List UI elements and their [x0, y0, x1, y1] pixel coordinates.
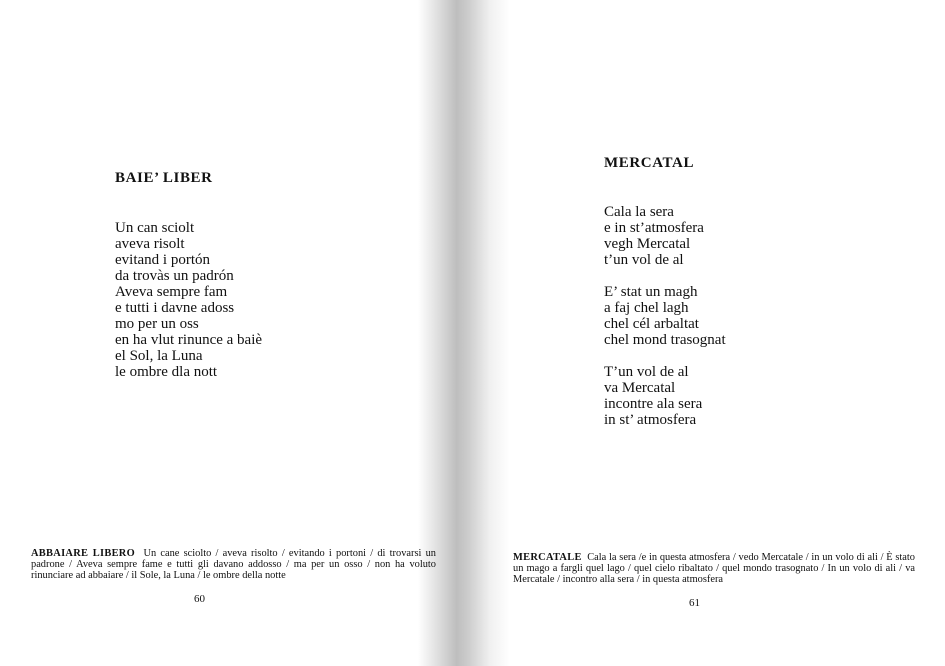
poem-line: t’un vol de al — [604, 252, 684, 268]
poem-line: chel mond trasognat — [604, 332, 726, 348]
translation-title: ABBAIARE LIBERO — [31, 548, 135, 559]
poem-body — [115, 220, 262, 380]
translation-note — [31, 548, 436, 581]
poem-line: le ombre dla nott — [115, 364, 218, 380]
page-number: 60 — [194, 593, 205, 605]
poem-line: evitand i portón — [115, 252, 210, 268]
page-number: 61 — [689, 597, 700, 609]
poem-line: e tutti i davne adoss — [115, 300, 235, 316]
translation-text: Cala la sera /e in questa atmosfera / vedo Mercatale / in un volo di ali / È stato un mago a fargli quel lago / quel cielo ribaltato / quel mondo trasognato / In un volo di ali / va Mercatale / incontro alla sera / in questa atmosfera — [513, 552, 915, 585]
poem-line: incontre ala sera — [604, 396, 703, 412]
poem-line: Cala la sera — [604, 204, 674, 220]
translation-title: MERCATALE — [513, 552, 582, 563]
poem-line: da trovàs un padrón — [115, 268, 234, 284]
stanza — [604, 204, 726, 268]
poem-line: chel cél arbaltat — [604, 316, 699, 332]
poem-line: aveva risolt — [115, 236, 185, 252]
poem-title: MERCATAL — [604, 155, 695, 171]
poem-line: T’un vol de al — [604, 364, 689, 380]
poem-line: E’ stat un magh — [604, 284, 698, 300]
poem-line: e in st’atmosfera — [604, 220, 704, 236]
poem-line: mo per un oss — [115, 316, 199, 332]
stanza — [604, 364, 726, 428]
poem-line: a faj chel lagh — [604, 300, 689, 316]
translation-note — [513, 552, 915, 585]
poem-body — [604, 204, 726, 428]
poem-line: Un can sciolt — [115, 220, 195, 236]
stanza — [604, 284, 726, 348]
stanza — [115, 220, 262, 380]
poem-line: va Mercatal — [604, 380, 676, 396]
poem-line: en ha vlut rinunce a baiè — [115, 332, 263, 348]
left-page — [0, 0, 437, 666]
translation-text: Un cane sciolto / aveva risolto / evitando i portoni / di trovarsi un padrone / Aveva sempre fame e tutti gli davano addosso / ma per un osso / non ha voluto rinunciare ad abbaiare / il Sole, la Luna / le ombre della notte — [31, 548, 437, 581]
poem-line: Aveva sempre fam — [115, 284, 228, 300]
right-page — [500, 0, 945, 666]
poem-line: in st’ atmosfera — [604, 412, 697, 428]
poem-line: el Sol, la Luna — [115, 348, 203, 364]
poem-title: BAIE’ LIBER — [115, 170, 213, 186]
poem-line: vegh Mercatal — [604, 236, 691, 252]
